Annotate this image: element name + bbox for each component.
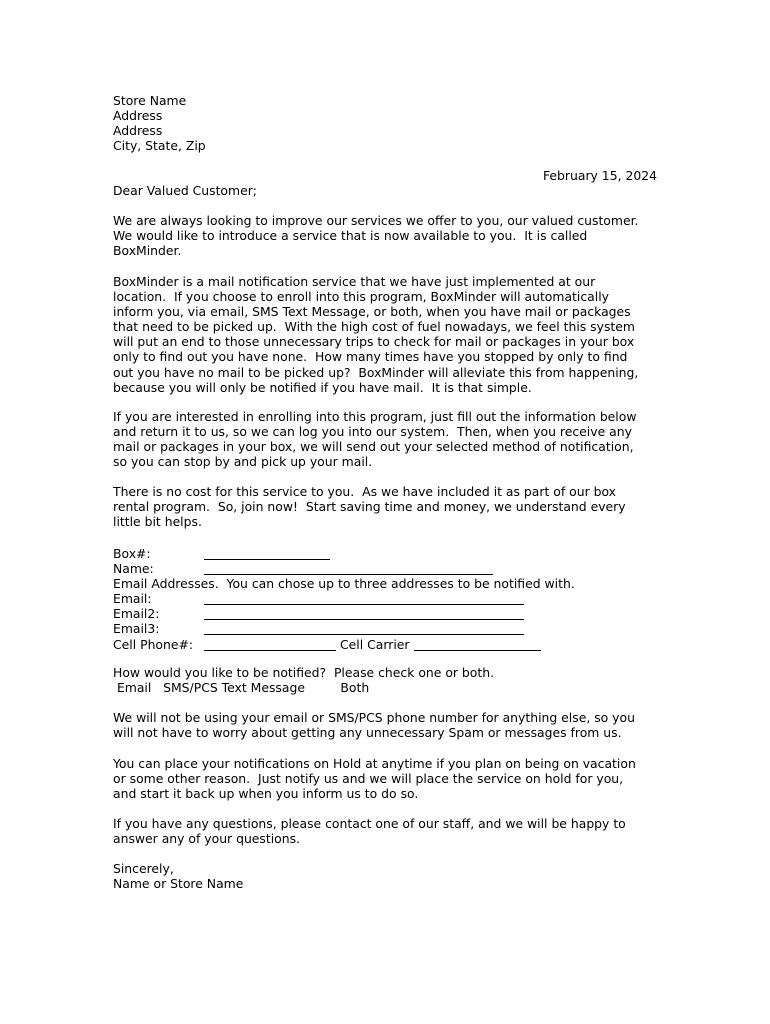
paragraph-line: answer any of your questions.: [113, 831, 301, 847]
box-number-row: [113, 546, 673, 561]
paragraph-privacy: [113, 710, 658, 740]
paragraph-line: If you have any questions, please contact one of our staff, and we will be happy to: [113, 816, 626, 831]
paragraph-line: and return it to us, so we can log you into our system. Then, when you receive any: [113, 424, 632, 440]
email-instructions: Email Addresses. You can chose up to three addresses to be notified with.: [113, 576, 575, 592]
paragraph-hold: [113, 756, 658, 801]
cell-phone-label: Cell Phone#:: [113, 636, 194, 652]
greeting: [113, 183, 658, 198]
paragraph-cost: [113, 484, 658, 529]
paragraph-questions: [113, 816, 658, 846]
paragraph-line: If you are interested in enrolling into this program, just fill out the information below: [113, 409, 637, 424]
email3-row: [113, 621, 673, 636]
enrollment-form: [113, 546, 673, 652]
paragraph-line: little bit helps.: [113, 514, 202, 530]
paragraph-line: rental program. So, join now! Start saving time and money, we understand every: [113, 499, 626, 515]
paragraph-line: We would like to introduce a service that is now available to you. It is called: [113, 228, 588, 244]
email3-label: Email3:: [113, 621, 160, 637]
email1-label: Email:: [113, 591, 152, 607]
paragraph-line: only to find out you have none. How many times have you stopped by only to find: [113, 349, 628, 365]
box-number-label: Box#:: [113, 546, 151, 561]
email1-field[interactable]: [204, 604, 524, 605]
email2-label: Email2:: [113, 606, 160, 622]
address-line-1: Address: [113, 108, 163, 124]
greeting-text: Dear Valued Customer;: [113, 183, 257, 198]
cell-phone-field[interactable]: [204, 650, 336, 651]
paragraph-line: BoxMinder.: [113, 243, 182, 259]
box-number-field[interactable]: [204, 559, 330, 560]
name-field[interactable]: [204, 574, 493, 575]
closing-sincerely: Sincerely,: [113, 861, 174, 876]
notify-question: How would you like to be notified? Please check one or both.: [113, 665, 495, 680]
paragraph-line: We are always looking to improve our services we offer to you, our valued customer.: [113, 213, 639, 228]
paragraph-line: mail or packages in your box, we will send out your selected method of notification,: [113, 439, 634, 455]
sender-address: [113, 93, 658, 153]
paragraph-line: There is no cost for this service to you. As we have included it as part of our box: [113, 484, 617, 499]
email-instructions-row: [113, 576, 673, 591]
paragraph-line: location. If you choose to enroll into this program, BoxMinder will automatically: [113, 289, 609, 305]
paragraph-line: out you have no mail to be picked up? BoxMinder will alleviate this from happening,: [113, 364, 639, 380]
paragraph-intro: [113, 213, 658, 258]
name-row: [113, 561, 673, 576]
notify-preference: [113, 665, 658, 695]
notify-options[interactable]: Email SMS/PCS Text Message Both: [113, 680, 370, 696]
paragraph-line: BoxMinder is a mail notification service that we have just implemented at our: [113, 274, 596, 289]
email3-field[interactable]: [204, 634, 524, 635]
email1-row: [113, 591, 673, 606]
paragraph-line: and start it back up when you inform us to do so.: [113, 786, 419, 802]
name-label: Name:: [113, 561, 154, 577]
city-state-zip: City, State, Zip: [113, 138, 206, 154]
paragraph-enroll: [113, 409, 658, 469]
paragraph-line: or some other reason. Just notify us and we will place the service on hold for you,: [113, 771, 624, 787]
paragraph-line: We will not be using your email or SMS/PCS phone number for anything else, so you: [113, 710, 635, 725]
paragraph-line: so you can stop by and pick up your mail.: [113, 454, 373, 470]
store-name: Store Name: [113, 93, 187, 108]
cell-phone-row: [113, 637, 673, 652]
closing-signature: Name or Store Name: [113, 876, 244, 892]
paragraph-line: will put an end to those unnecessary trips to check for mail or packages in your box: [113, 334, 635, 350]
paragraph-line: inform you, via email, SMS Text Message, or both, when you have mail or packages: [113, 304, 631, 320]
paragraph-description: [113, 274, 658, 395]
address-line-2: Address: [113, 123, 163, 139]
paragraph-line: You can place your notifications on Hold at anytime if you plan on being on vacation: [113, 756, 636, 771]
paragraph-line: because you will only be notified if you have mail. It is that simple.: [113, 379, 532, 395]
email2-field[interactable]: [204, 619, 524, 620]
cell-carrier-label: Cell Carrier: [340, 636, 410, 652]
letter-date: February 15, 2024: [542, 168, 657, 183]
cell-carrier-field[interactable]: [414, 650, 541, 651]
closing: [113, 861, 658, 891]
paragraph-line: will not have to worry about getting any unnecessary Spam or messages from us.: [113, 725, 622, 741]
paragraph-line: that need to be picked up. With the high cost of fuel nowadays, we feel this system: [113, 319, 635, 335]
email2-row: [113, 606, 673, 621]
